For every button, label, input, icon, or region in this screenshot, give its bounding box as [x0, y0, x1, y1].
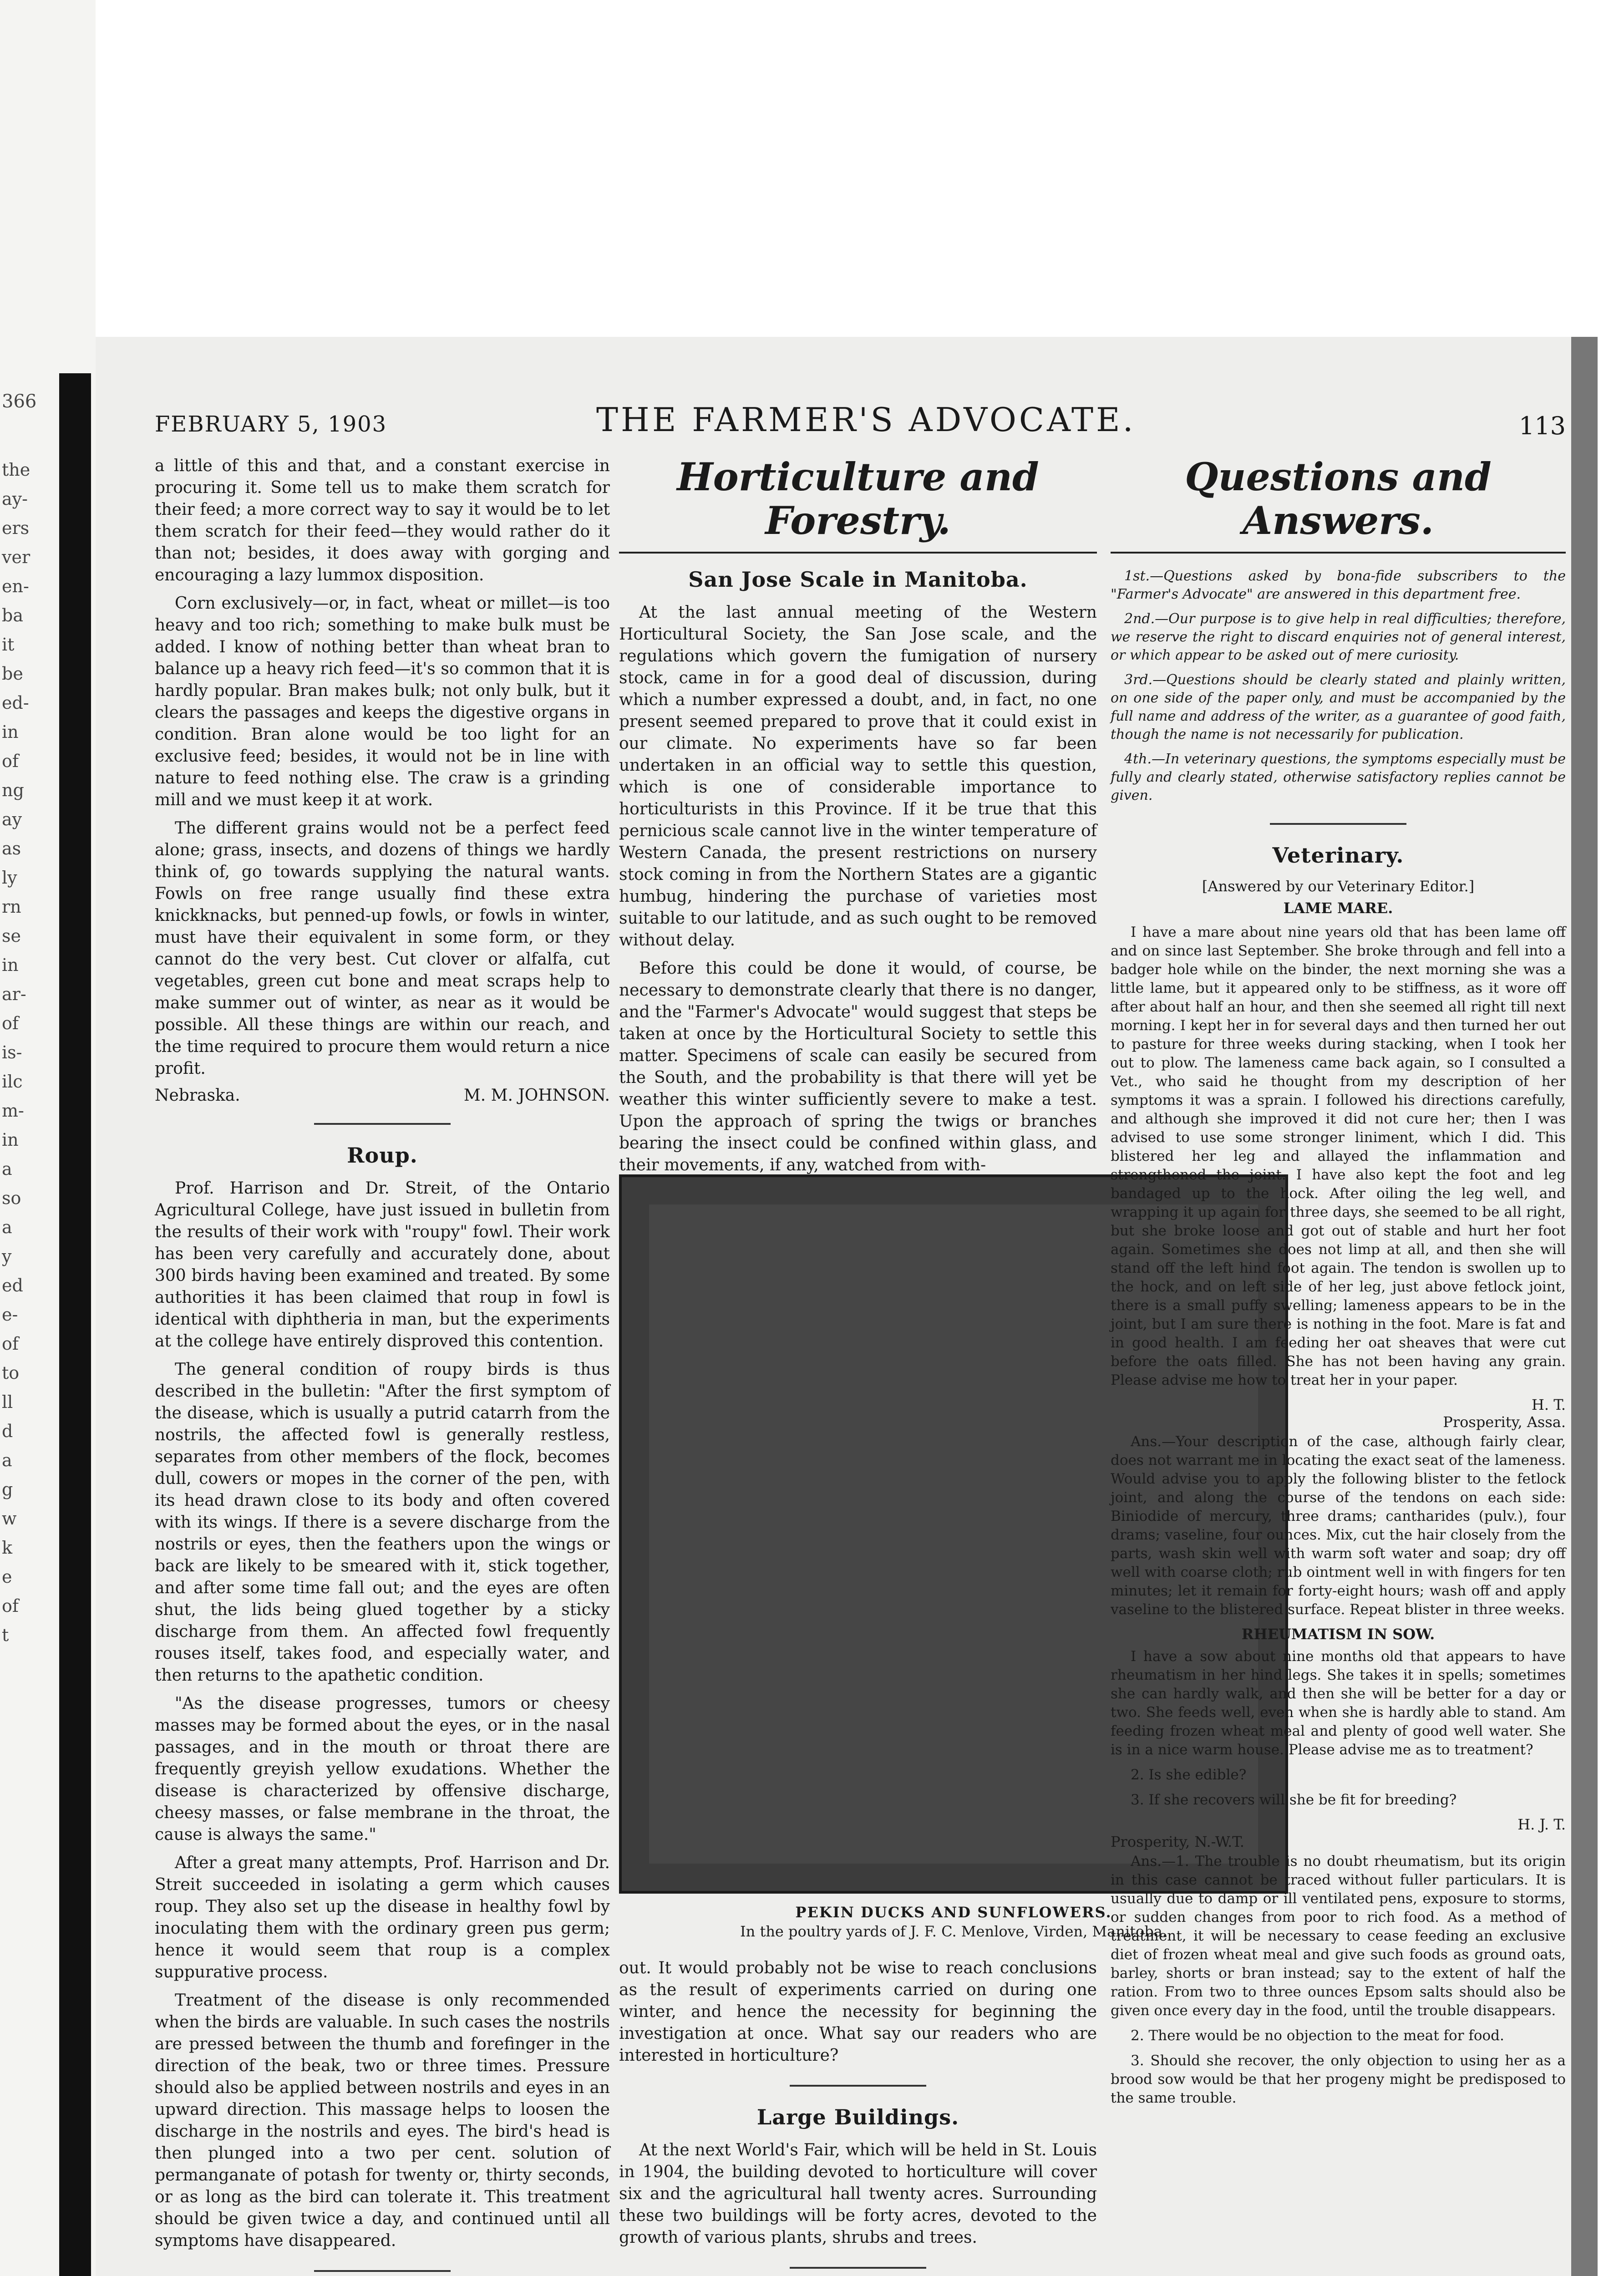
bleed-line: ba — [2, 605, 23, 625]
divider — [790, 2267, 926, 2269]
intro-paragraph-2: Corn exclusively—or, in fact, wheat or millet—is too heavy and too rich; something to make bulk must be added. I know of nothing better than wheat bran to balance up a heavy rich feed—it's so common that it is hardly popular. Bran makes bulk; not only bulk, but it clears the passages and keeps the digestive organs in condition. Bran alone would be too light for an exclusive feed; besides, it would not be in line with nature to feed nothing else. The craw is a grinding mill and we must keep it at work. — [155, 594, 610, 809]
intro-paragraph-3: The different grains would not be a perfect feed alone; grass, insects, and dozens of things we hardly think of, go towards supplying the natural wants. Fowls on free range usually find these extra knickknacks, but penned-up fowls, or fowls in winter, must have their equivalent in some form, or they cannot do the very best. Cut clover or alfalfa, cut vegetables, green cut bone and meat scraps help to make summer out of winter, as near as it would be possible. All these things are within our reach, and the time required to procure them would return a nice profit. — [155, 819, 610, 1078]
roup-paragraph-4: After a great many attempts, Prof. Harrison and Dr. Streit succeeded in isolating a germ which causes roup. They also set up the disease in healthy fowl by inoculating them with the ordinary green pus germ; hence it would seem that roup is a complex suppurative process. — [155, 1854, 610, 1981]
questions-notices — [1111, 567, 1566, 805]
bleed-line: a — [2, 1450, 12, 1470]
intro-paragraph-1: a little of this and that, and a constant exercise in procuring it. Some tell us to make them scratch for their feed; a more correct way to say it would be to let them scratch for their feed—they would rather do it than not; besides, it does away with gorging and encouraging a lazy lummox disposition. — [155, 457, 610, 584]
department-rule — [1111, 552, 1566, 554]
department-rule — [619, 552, 1097, 554]
bleed-line: to — [2, 1363, 20, 1383]
rheumatism-question: I have a sow about nine months old that appears to have rheumatism in her hind legs. She takes it in spells; sometimes she can hardly walk, and then she will be better for a day or two. She feeds well, even when she is hardly able to stand. Am feeding frozen wheat meal and plenty of good well water. She is in a nice warm house. Please advise me as to treatment? — [1111, 1648, 1566, 1758]
bleed-line: of — [2, 1334, 19, 1354]
bleed-line: k — [2, 1538, 13, 1558]
intro-signature-place: Nebraska. — [155, 1086, 240, 1105]
notice-3: 3rd.—Questions should be clearly stated and plainly written, on one side of the paper only, and must be accompanied by the full name and address of the writer, as a guarantee of good faith, though the name is not necessarily for publication. — [1111, 672, 1566, 742]
bleed-line: of — [2, 1596, 19, 1616]
roup-heading: Roup. — [347, 1143, 418, 1168]
bleed-line: in — [2, 1130, 19, 1150]
masthead-title: THE FARMER'S ADVOCATE. — [596, 401, 1136, 439]
bleed-line: ilc — [2, 1072, 23, 1092]
bleed-line: ay — [2, 809, 22, 829]
bleed-line: ver — [2, 547, 30, 567]
bleed-line: e — [2, 1567, 12, 1587]
bleed-line: d — [2, 1421, 13, 1441]
rheumatism-question-3: 3. If she recovers will she be fit for breeding? — [1131, 1792, 1457, 1808]
issue-date: FEBRUARY 5, 1903 — [155, 412, 387, 437]
newspaper-page — [96, 337, 1598, 2276]
veterinary-subheading: [Answered by our Veterinary Editor.] — [1202, 878, 1475, 895]
column-questions — [1111, 455, 1566, 2114]
bleed-line: ers — [2, 518, 30, 538]
bleed-lines — [2, 455, 30, 1645]
large-buildings-paragraph: At the next World's Fair, which will be held in St. Louis in 1904, the building devoted to horticulture will cover six and the agricultural hall twenty acres. Surrounding these two buildings will be forty acres, devoted to the growth of various plants, shrubs and trees. — [619, 2141, 1097, 2247]
page-number: 113 — [1518, 412, 1566, 440]
rheumatism-initials: H. J. T. — [1517, 1816, 1566, 1833]
bleed-line: t — [2, 1625, 9, 1645]
bleed-line: m- — [2, 1101, 24, 1121]
lame-mare-place: Prosperity, Assa. — [1443, 1413, 1566, 1431]
bleed-line: ly — [2, 868, 17, 888]
bleed-line: is- — [2, 1042, 22, 1062]
bleed-line: en- — [2, 576, 29, 596]
column-poultry — [155, 455, 610, 2276]
rheumatism-answer-2: 2. There would be no objection to the meat for food. — [1131, 2027, 1504, 2044]
lame-mare-answer: Ans.—Your description of the case, although fairly clear, does not warrant me in locating the exact seat of the lameness. Would advise you to apply the following blister to the fetlock joint, and along the course of the tendons on each side: Biniodide of mercury, three drams; cantharides (pulv.), four drams; vaseline, four ounces. Mix, cut the hair closely from the parts, wash skin well with warm soft water and soap; dry off well with coarse cloth; rub ointment well in with fingers for ten minutes; let it remain for forty-eight hours; wash off and apply vaseline to the blistered surface. Repeat blister in three weeks. — [1111, 1433, 1566, 1618]
san-jose-heading: San Jose Scale in Manitoba. — [688, 567, 1028, 592]
intro-signature — [155, 1086, 610, 1105]
lame-mare-heading: LAME MARE. — [1283, 899, 1393, 917]
bleed-line: a — [2, 1159, 12, 1179]
bleed-line: ar- — [2, 984, 26, 1004]
divider — [314, 2270, 451, 2272]
san-jose-paragraph-1: At the last annual meeting of the Western Horticultural Society, the San Jose scale, and the regulations which govern the fumigation of nursery stock, came in for a good deal of discussion, during which a number expressed a doubt, and, in fact, no one present seemed prepared to prove that it could exist in our climate. No experiments have so far been undertaken in an official way to settle this question, which is one of considerable importance to horticulturists in this Province. If it be true that this pernicious scale cannot live in the winter temperature of Western Canada, the present restrictions on nursery stock coming in from the Northern States are a gigantic humbug, hindering the purchase of varieties most suitable to our latitude, and as such ought to be removed without delay. — [619, 603, 1097, 950]
bleed-line: ll — [2, 1392, 13, 1412]
lame-mare-initials: H. T. — [1531, 1396, 1566, 1413]
rheumatism-answer-1: Ans.—1. The trouble is no doubt rheumatism, but its origin in this case cannot be traced without fuller particulars. It is usually due to damp or ill ventilated pens, exposure to storms, or sudden changes from poor to rich food. As a method of treatment, it will be necessary to cease feeding an exclusive diet of frozen wheat meal and give such foods as ground oats, barley, shorts or bran instead; say to the extent of half the ration. From two to three ounces Epsom salts should also be given once every day in the food, until the trouble disappears. — [1111, 1853, 1566, 2019]
photo-caption-title: PEKIN DUCKS AND SUNFLOWERS. — [795, 1904, 1112, 1921]
questions-department-title: Questions and Answers. — [1185, 454, 1492, 543]
large-buildings-heading: Large Buildings. — [756, 2105, 959, 2129]
bleed-line: so — [2, 1188, 21, 1208]
roup-paragraph-1: Prof. Harrison and Dr. Streit, of the Ontario Agricultural College, have just issued in bulletin from the results of their work with "roupy" fowl. Their work has been very carefully and accurately done, about 300 birds having been examined and treated. By some authorities it has been claimed that roup in fowl is identical with diphtheria in man, but the experiments at the college have entirely disproved this contention. — [155, 1179, 610, 1351]
bleed-line: a — [2, 1217, 12, 1237]
divider — [314, 1123, 451, 1125]
lame-mare-signature — [1111, 1396, 1566, 1431]
bleed-line: in — [2, 722, 19, 742]
bleed-line: ed — [2, 1275, 23, 1295]
divider — [1270, 823, 1406, 825]
bleed-line: in — [2, 955, 19, 975]
facing-page-number: 366 — [2, 391, 37, 412]
roup-paragraph-3: "As the disease progresses, tumors or cheesy masses may be formed about the eyes, or in the nasal passages, and in the mouth or throat there are frequently greyish yellow exudations. Whether the disease is characterized by offensive discharge, cheesy masses, or false membrane in the throat, the cause is always the same." — [155, 1694, 610, 1844]
bleed-line: rn — [2, 897, 21, 917]
rheumatism-signature — [1111, 1816, 1566, 1850]
book-gutter — [59, 373, 91, 2276]
notice-2: 2nd.—Our purpose is to give help in real difficulties; therefore, we reserve the right to discard enquiries not of general interest, or which appear to be asked out of mere curiosity. — [1111, 611, 1566, 663]
page-header — [155, 401, 1566, 442]
column-horticulture-continued — [619, 1957, 1097, 2276]
bleed-line: it — [2, 635, 15, 655]
bleed-line: y — [2, 1246, 12, 1266]
column-horticulture — [619, 455, 1097, 1183]
bleed-line: ed- — [2, 693, 29, 713]
rheumatism-heading: RHEUMATISM IN SOW. — [1241, 1626, 1435, 1643]
bleed-line: as — [2, 838, 21, 859]
bleed-line: of — [2, 751, 19, 771]
roup-paragraph-2: The general condition of roupy birds is thus described in the bulletin: "After the first symptom of the disease, which is usually a putrid catarrh from the nostrils, the affected fowl is generally restless, separates from other members of the flock, becomes dull, cowers or mopes in the corner of the pen, with its head drawn close to its body and often covered with its wings. If there is a severe discharge from the nostrils or eyes, then the feathers upon the wings or back are likely to be smeared with it, stick together, and after some time fall out; and the eyes are often shut, the lids being glued together by a sticky discharge from them. An affected fowl frequently rouses itself, takes food, and especially water, and then returns to the apathetic condition. — [155, 1360, 610, 1685]
bleed-line: ay- — [2, 489, 28, 509]
rheumatism-place: Prosperity, N.-W.T. — [1111, 1833, 1244, 1850]
divider — [790, 2085, 926, 2087]
bleed-line: se — [2, 926, 21, 946]
intro-signature-name: M. M. JOHNSON. — [463, 1086, 610, 1105]
bleed-line: of — [2, 1013, 19, 1033]
bleed-line: ng — [2, 780, 24, 800]
rheumatism-answer-3: 3. Should she recover, the only objection to using her as a brood sow would be that her progeny might be predisposed to the same trouble. — [1111, 2052, 1566, 2106]
veterinary-heading: Veterinary. — [1272, 843, 1404, 868]
lame-mare-question: I have a mare about nine years old that has been lame off and on since last September. She broke through and fell into a badger hole while on the binder, the next morning she was a little lame, but it appeared only to be stiffness, as it wore off after about half an hour, and then she seemed all right till next morning. I kept her in for several days and then turned her out to pasture for three weeks during stacking, when I took her out to plow. The lameness came back again, so I consulted a Vet., who said he thought from my description of her symptoms it was a sprain. I followed his directions carefully, and although she improved it did not cure her; then I was advised to use some stronger liniment, which I did. This blistered her leg and allayed the inflammation and strengthened the joint. I have also kept the foot and leg bandaged up to the hock. After oiling the leg well, and wrapping it up again for three days, she seemed to be all right, but she broke loose and got out of stable and hurt her foot again. Sometimes she does not limp at all, and then she will stand off the left hind foot again. The tendon is swollen up to the hock, and on left side of her leg, just above fetlock joint, there is a small puffy swelling; lameness appears to be in the joint, but I am sure there is nothing in the foot. Mare is fat and in good health. I am feeding her oat sheaves that were cut before the oats filled. She has not been having any grain. Please advise me how to treat her in your paper. — [1111, 924, 1566, 1388]
page-edge-shadow — [1571, 337, 1598, 2276]
bleed-line: the — [2, 460, 30, 480]
bleed-line: be — [2, 664, 23, 684]
bleed-line: g — [2, 1479, 13, 1499]
notice-4: 4th.—In veterinary questions, the symptoms especially must be fully and clearly stated, otherwise satisfactory replies cannot be given. — [1111, 751, 1566, 803]
horticulture-department-title: Horticulture and Forestry. — [677, 454, 1039, 543]
notice-1: 1st.—Questions asked by bona-fide subscribers to the "Farmer's Advocate" are answered in this department free. — [1111, 568, 1566, 602]
bleed-line: w — [2, 1509, 17, 1529]
rheumatism-question-2: 2. Is she edible? — [1131, 1767, 1247, 1783]
photo-caption-subtitle: In the poultry yards of J. F. C. Menlove, Virden, Manitoba. — [740, 1923, 1167, 1940]
san-jose-continued: out. It would probably not be wise to reach conclusions as the result of experiments carried on during one winter, and hence the necessity for beginning the investigation at once. What say our readers who are interested in horticulture? — [619, 1959, 1097, 2065]
bleed-line: e- — [2, 1305, 18, 1325]
san-jose-paragraph-2: Before this could be done it would, of course, be necessary to demonstrate clearly that there is no danger, and the "Farmer's Advocate" would suggest that steps be taken at once by the Horticultural Society to settle this matter. Specimens of scale can easily be secured from the South, and the probability is that there will yet be weather this winter sufficiently severe to make a test. Upon the approach of spring the twigs or branches bearing the insect could be confined within glass, and their movements, if any, watched from with- — [619, 959, 1097, 1174]
roup-paragraph-5: Treatment of the disease is only recommended when the birds are valuable. In such cases the nostrils are pressed between the thumb and forefinger in the direction of the beak, two or three times. Pressure should also be applied between nostrils and eyes in an upward direction. This massage helps to loosen the discharge in the nostrils and eyes. The bird's head is then plunged into a two per cent. solution of permanganate of potash for twenty or, thirty seconds, or as long as the bird can tolerate it. This treatment should be given twice a day, and continued until all symptoms have disappeared. — [155, 1991, 610, 2250]
